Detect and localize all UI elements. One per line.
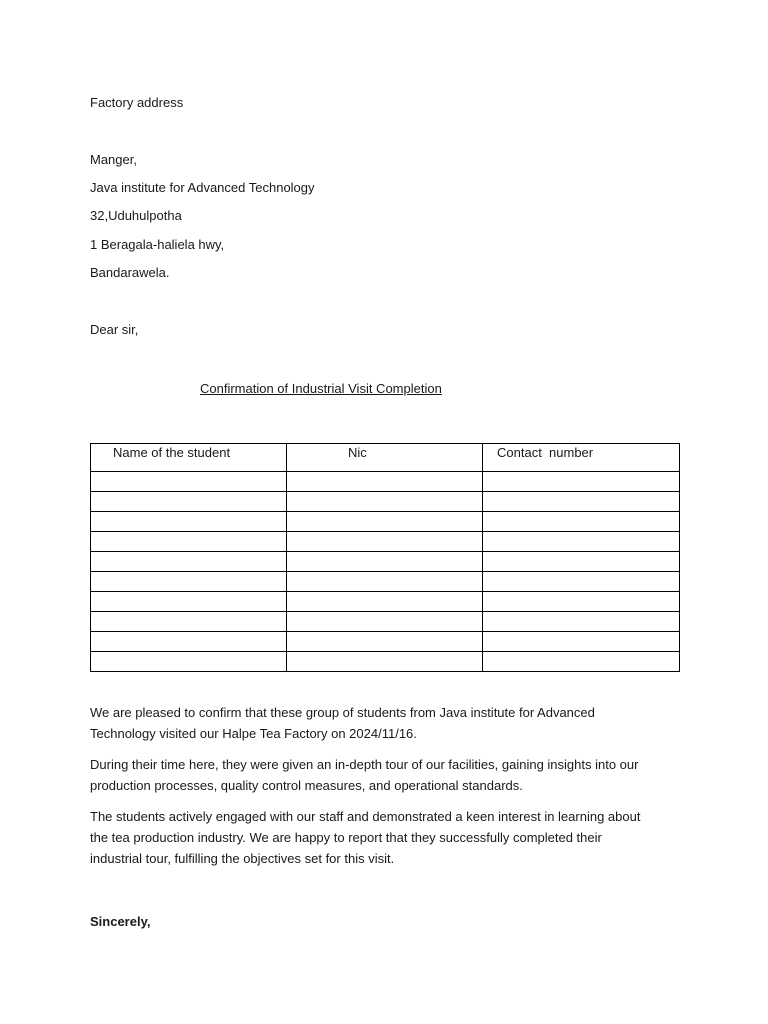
recipient-title: Manger,	[90, 152, 137, 167]
table-row	[91, 492, 680, 512]
table-cell	[483, 532, 680, 552]
table-cell	[91, 472, 287, 492]
table-row	[91, 652, 680, 672]
recipient-address-line1: 32,Uduhulpotha	[90, 208, 182, 223]
factory-address-placeholder: Factory address	[90, 95, 184, 110]
table-cell	[287, 532, 483, 552]
table-row	[91, 632, 680, 652]
column-header-contact: Contact number	[483, 444, 680, 472]
body-line: Technology visited our Halpe Tea Factory on 2024/11/16.	[90, 726, 417, 741]
table-cell	[483, 612, 680, 632]
table-cell	[483, 632, 680, 652]
table-cell	[483, 592, 680, 612]
table-cell	[91, 612, 287, 632]
salutation: Dear sir,	[90, 322, 139, 337]
table-cell	[483, 552, 680, 572]
student-table	[90, 443, 680, 672]
table-row	[91, 612, 680, 632]
table-cell	[91, 592, 287, 612]
table-cell	[91, 532, 287, 552]
body-paragraph-1	[90, 702, 690, 744]
table-row	[91, 592, 680, 612]
table-cell	[91, 552, 287, 572]
table-cell	[287, 632, 483, 652]
table-cell	[287, 592, 483, 612]
table-cell	[287, 612, 483, 632]
table-cell	[91, 652, 287, 672]
table-cell	[483, 652, 680, 672]
table-row	[91, 572, 680, 592]
table-row	[91, 512, 680, 532]
body-line: We are pleased to confirm that these group of students from Java institute for Advanced	[90, 705, 595, 720]
table-cell	[91, 572, 287, 592]
table-cell	[483, 492, 680, 512]
recipient-institute: Java institute for Advanced Technology	[90, 180, 315, 195]
table-cell	[287, 652, 483, 672]
body-line: production processes, quality control measures, and operational standards.	[90, 778, 523, 793]
table-row	[91, 472, 680, 492]
body-line: During their time here, they were given an in-depth tour of our facilities, gaining insights into our	[90, 757, 639, 772]
body-paragraph-3	[90, 806, 690, 869]
table-row	[91, 552, 680, 572]
recipient-address-line2: 1 Beragala-haliela hwy,	[90, 237, 225, 252]
body-line: the tea production industry. We are happy to report that they successfully completed their	[90, 830, 602, 845]
table-cell	[287, 572, 483, 592]
table-cell	[483, 472, 680, 492]
closing-signoff: Sincerely,	[90, 914, 151, 929]
table-cell	[91, 512, 287, 532]
table-cell	[287, 492, 483, 512]
table-cell	[483, 572, 680, 592]
table-cell	[287, 472, 483, 492]
table-cell	[287, 512, 483, 532]
body-line: industrial tour, fulfilling the objectives set for this visit.	[90, 851, 395, 866]
table-cell	[483, 512, 680, 532]
column-header-nic: Nic	[287, 444, 483, 472]
body-paragraph-2	[90, 754, 690, 796]
body-line: The students actively engaged with our staff and demonstrated a keen interest in learning about	[90, 809, 641, 824]
table-header-row	[91, 444, 680, 472]
table-row	[91, 532, 680, 552]
table-cell	[91, 492, 287, 512]
table-cell	[287, 552, 483, 572]
subject-heading: Confirmation of Industrial Visit Completion	[200, 381, 442, 396]
table-cell	[91, 632, 287, 652]
recipient-address-line3: Bandarawela.	[90, 265, 170, 280]
column-header-name: Name of the student	[91, 444, 287, 472]
